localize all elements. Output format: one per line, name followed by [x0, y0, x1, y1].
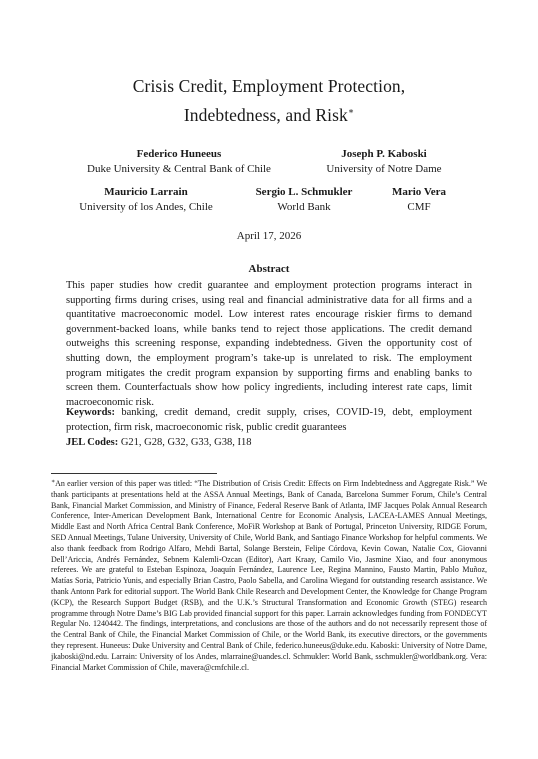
author-block-kaboski [304, 147, 464, 177]
author-name: Joseph P. Kaboski [341, 148, 427, 160]
jel-line [66, 436, 472, 451]
title-line-2-text: Indebtedness, and Risk [183, 105, 348, 125]
footnote-mark: ∗ [51, 479, 56, 485]
author-affiliation: University of los Andes, Chile [79, 201, 213, 213]
author-affiliation: Duke University & Central Bank of Chile [87, 163, 271, 175]
keywords-text: banking, credit demand, credit supply, crises, COVID-19, debt, employment protection, firm risk, macroeconomic risk, public credit guarantees [66, 407, 472, 433]
author-name: Federico Huneeus [136, 148, 222, 160]
author-block-schmukler [240, 185, 368, 215]
author-name: Mauricio Larrain [104, 186, 188, 198]
author-name: Mario Vera [391, 186, 447, 198]
author-affiliation: World Bank [277, 201, 331, 213]
footnote-text: An earlier version of this paper was titled: “The Distribution of Crisis Credit: Effects on Firm Indebtedness and Aggregate Risk.” We thank participants at presentations held at the ASSA Annual Meetings, Bank of Canada, Barcelona Summer Forum, Chile’s Central Bank, Financial Market Commission, and Ministry of Finance, Federal Reserve Bank of Atlanta, IMF Jacques Polak Annual Research Conference, Inter-American Development Bank, International Centre for Economic Analysis, LACEA-LAMES Annual Meetings, Middle East and North Africa Central Bank Conference, MoFiR Workshop at Bank of Portugal, Princeton University, RIDGE Forum, SED Annual Meetings, Tulane University, University of Chile, World Bank, and Santiago Finance Workshop for helpful comments. We also thank feedback from Rodrigo Alfaro, Mehdi Bartal, Solange Berstein, Felipe Córdova, Kevin Cowan, Natalie Cox, Giovanni Dell’Ariccia, Andrés Fernández, Sebnem Kalemli-Ozcan (Editor), Aart Kraay, Camilo Vio, Jasmine Xiao, and four anonymous referees. We are grateful to Esteban Espinoza, Joaquín Fernández, Laurence Lee, Regina Mannino, Fausto Martin, Pablo Muñoz, Matías Soria, Patricio Yunis, and especially Brian Castro, Paolo Sabella, and Carolina Wiegand for outstanding research assistance. We thank Antonn Park for editorial support. The World Bank Chile Research and Development Center, the Knowledge for Change Program (KCP), the Research Support Budget (RSB), and the U.K.’s Structural Transformation and Economic Growth (STEG) research programme through Notre Dame’s BIG Lab provided financial support for this paper. Larrain acknowledges funding from FONDECYT Regular No. 1240442. The findings, interpretations, and conclusions are those of the authors and do not necessarily represent those of the Central Bank of Chile, the Financial Market Commission of Chile, or the World Bank, its executive directors, or the governments they represent. Huneeus: Duke University and Central Bank of Chile, federico.huneeus@duke.edu. Kaboski: University of Notre Dame, jkaboski@nd.edu. Larrain: University of los Andes, mlarraine@uandes.cl. Schmukler: World Bank, sschmukler@worldbank.org. Vera: Financial Market Commission of Chile, mavera@cmfchile.cl. [51, 479, 487, 672]
author-name: Sergio L. Schmukler [255, 186, 353, 198]
author-block-larrain [66, 185, 226, 215]
jel-label: JEL Codes: [66, 437, 119, 448]
jel-codes: G21, G28, G32, G33, G38, I18 [120, 437, 252, 448]
footnote [51, 477, 487, 673]
author-affiliation: CMF [407, 201, 431, 213]
title-line-2 [0, 99, 538, 128]
author-block-huneeus [86, 147, 272, 177]
footnote-rule [51, 473, 217, 474]
keywords-label: Keywords: [66, 407, 115, 418]
title-footnote-mark: ∗ [347, 106, 355, 116]
title-line-1: Crisis Credit, Employment Protection, [132, 76, 406, 96]
abstract-heading: Abstract [248, 263, 290, 275]
paper-title [0, 74, 538, 128]
author-affiliation: University of Notre Dame [326, 163, 442, 175]
author-block-vera [382, 185, 456, 215]
keywords-line [66, 406, 472, 435]
abstract-text: This paper studies how credit guarantee and employment protection programs interact in supporting firms during crises, using real and financial administrative data for all firms and a quantitative macroeconomic model. Low interest rates encourage riskier firms to demand government-backed loans, while banks tend to reject those applications. The credit demand outweighs this screening response, expanding indebtedness. Given the opportunity cost of shutting down, the employment program’s take-up is unrelated to risk. The employment program mitigates the credit program expansion by supporting firms and enabling banks to screen them. Counterfactuals show how policy ingredients, including interest rate caps, limit macroeconomic risk. [66, 280, 472, 408]
paper-date: April 17, 2026 [236, 230, 302, 242]
